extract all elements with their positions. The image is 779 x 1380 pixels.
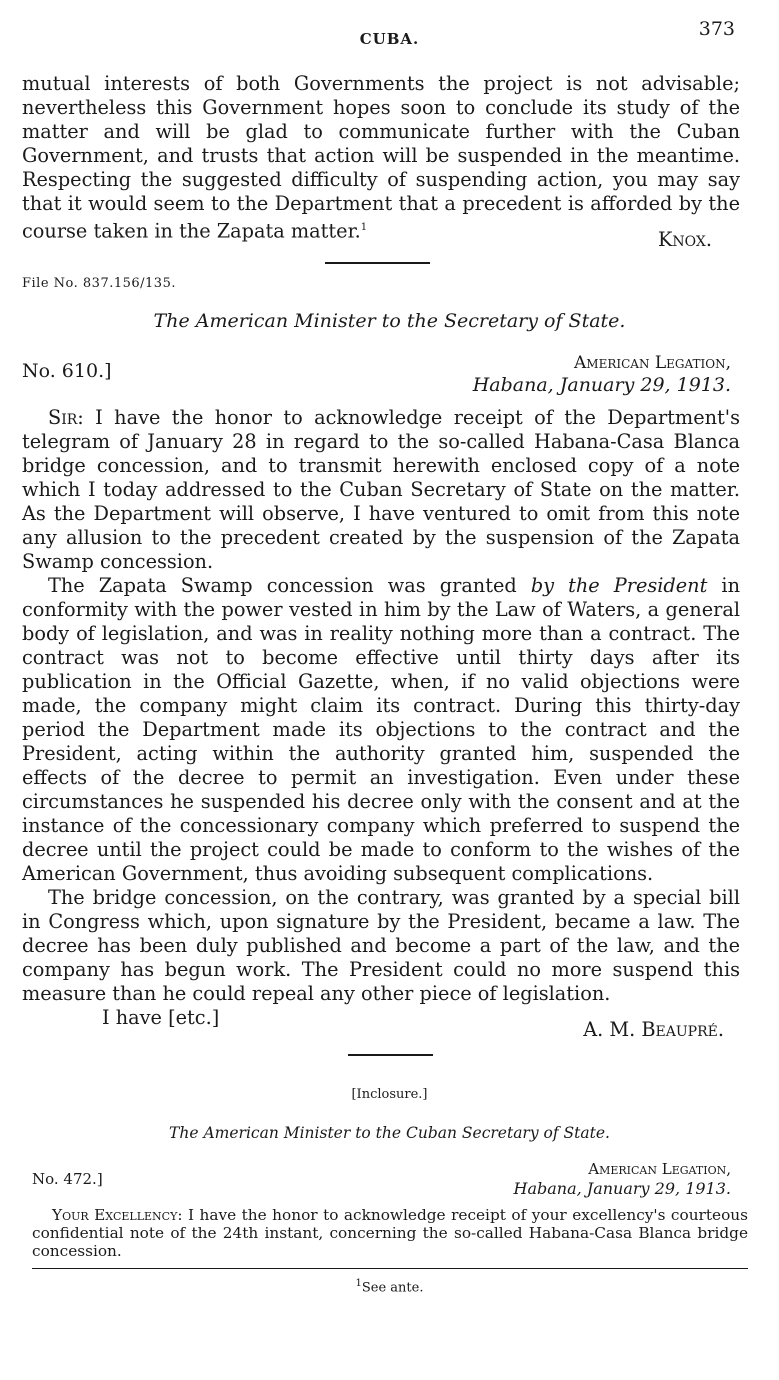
inclosure-legation-name: American Legation, bbox=[588, 1160, 731, 1178]
footnote-text: See ante. bbox=[361, 1280, 424, 1296]
inclosure-legation-block bbox=[514, 1160, 732, 1198]
paragraph-2-text-a: The Zapata Swamp concession was granted bbox=[48, 574, 531, 597]
section-divider-2 bbox=[348, 1054, 433, 1056]
letter-signature: A. M. Beaupré. bbox=[583, 1018, 724, 1041]
paragraph-3: The bridge concession, on the contrary, was granted by a special bill in Congress which, upon signature by the President, became a law. The decree has been duly published and become a part of the law, and the company has begun work. The President could no more suspend this measure than he could repeal any other piece of legislation. bbox=[22, 886, 740, 1005]
paragraph-2 bbox=[22, 574, 740, 886]
footnote-mark: 1 bbox=[355, 1278, 362, 1289]
inclosure-number: No. 472.] bbox=[32, 1170, 103, 1188]
paragraph-2-emphasis: by the President bbox=[530, 574, 708, 597]
legation-name: American Legation, bbox=[574, 353, 731, 373]
closing: I have [etc.] bbox=[102, 1006, 220, 1029]
running-head: CUBA. bbox=[359, 30, 420, 48]
footnote-rule bbox=[32, 1268, 748, 1269]
file-number: File No. 837.156/135. bbox=[22, 276, 176, 291]
inclosure-legation-date: Habana, January 29, 1913. bbox=[513, 1179, 731, 1198]
inclosure-salutation: Your Excellency: bbox=[52, 1206, 183, 1224]
paragraph-2-text-b: in conformity with the power vested in him by the Law of Waters, a general body of legislation, and was in reality nothing more than a contract. The contract was not to become effective until thirty days after its publication in the Official Gazette, when, if no valid objections were made, the company might claim its contract. During this thirty-day period the Department made its objections to the contract and the President, acting within the authority granted him, suspended the effects of the decree to permit an investigation. Even under these circumstances he suspended his decree only with the consent and at the instance of the concessionary company which preferred to suspend the decree until the project could be made to conform to the wishes of the American Government, thus avoiding subsequent complications. bbox=[22, 574, 741, 885]
legation-date: Habana, January 29, 1913. bbox=[472, 374, 731, 396]
inclosure-body bbox=[32, 1206, 748, 1260]
legation-block bbox=[473, 352, 731, 396]
paragraph-1 bbox=[22, 406, 740, 574]
inclosure-text: I have the honor to acknowledge receipt of your excellency's courteous confidential note of the 24th instant, concerning the so-called Habana-Casa Blanca bridge concession. bbox=[32, 1206, 748, 1260]
footnote-reference: 1 bbox=[360, 222, 368, 233]
inclosure-heading: The American Minister to the Cuban Secretary of State. bbox=[169, 1124, 610, 1142]
top-letter-paragraph: mutual interests of both Governments the project is not advisable; nevertheless this Government hopes soon to conclude its study of the matter and will be glad to communicate further with the Cuban Government, and trusts that action will be suspended in the meantime. Respecting the suggested difficulty of suspending action, you may say that it would seem to the Department that a precedent is afforded by the course taken in the Zapata matter. bbox=[22, 72, 740, 243]
document-number: No. 610.] bbox=[22, 360, 112, 382]
footnote bbox=[0, 1278, 779, 1295]
section-divider bbox=[325, 262, 430, 264]
top-letter-signature: Knox. bbox=[658, 228, 712, 251]
salutation: Sir: bbox=[48, 406, 84, 429]
page-number: 373 bbox=[698, 18, 735, 40]
top-letter-text bbox=[22, 72, 740, 243]
letter-body bbox=[22, 406, 740, 1030]
paragraph-1-text: I have the honor to acknowledge receipt of the Department's telegram of January 28 in regard to the so-called Habana-Casa Blanca bridge concession, and to transmit herewith enclosed copy of a note which I today addressed to the Cuban Secretary of State on the matter. As the Department will observe, I have ventured to omit from this note any allusion to the precedent created by the suspension of the Zapata Swamp concession. bbox=[22, 406, 740, 573]
document-heading: The American Minister to the Secretary of State. bbox=[153, 310, 626, 332]
inclosure-label: [Inclosure.] bbox=[351, 1087, 428, 1102]
